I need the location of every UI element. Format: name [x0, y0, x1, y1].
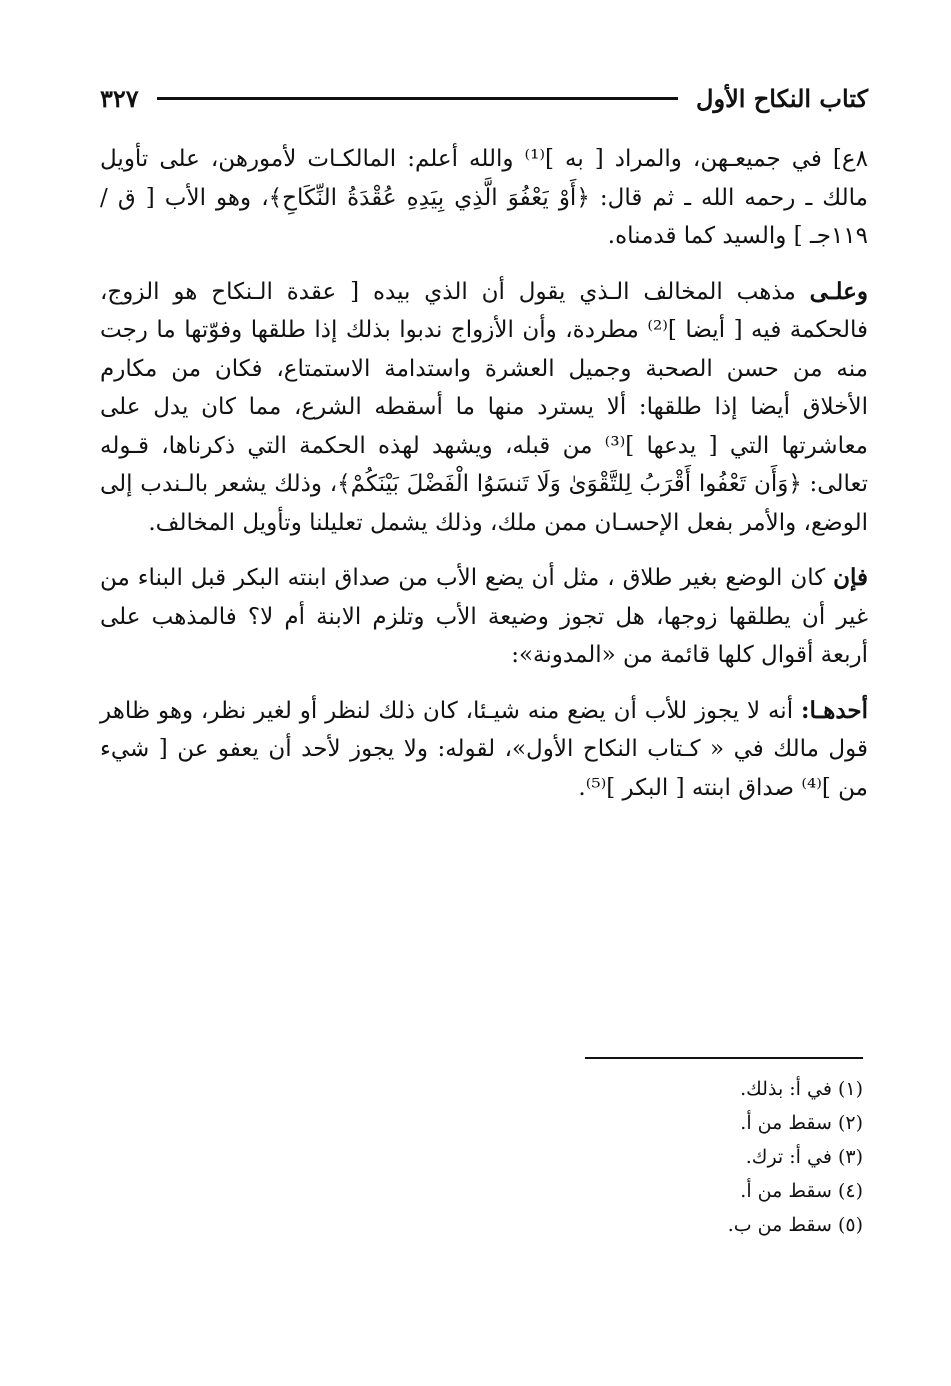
paragraph-1-text: ٨ع] في جميعـهن، والمراد [ به ]⁽¹⁾ والله أعلم: المالكـات لأمورهن، على تأويل مالك ـ رحمه الله ـ ثم قال: ﴿أَوْ يَعْفُوَ الَّذِي بِيَدِهِ عُقْدَةُ النِّكَاحِ﴾، وهو الأب [ ق / ١١٩جـ ] والسيد كما قدمناه.	[100, 146, 868, 249]
footnote-separator	[585, 1057, 863, 1059]
header-rule	[157, 97, 678, 100]
paragraph-2	[100, 273, 868, 543]
footnotes-list	[463, 1072, 863, 1242]
chapter-title: كتاب النكاح الأول	[696, 83, 868, 113]
paragraph-4-text: أنه لا يجوز للأب أن يضع منه شيـئا، كان ذلك لنظر أو لغير نظر، وهو ظاهر قول مالك في « كـتاب النكاح الأول»، لقوله: ولا يجوز لأحد أن يعفو عن [ شيء من ]⁽⁴⁾ صداق ابنته [ البكر ]⁽⁵⁾.	[100, 697, 868, 801]
page-number: ٣٢٧	[100, 83, 139, 113]
paragraph-3-lead: فإن	[833, 564, 868, 591]
paragraph-4	[100, 692, 868, 808]
paragraph-2-text: مذهب المخالف الـذي يقول أن الذي بيده [ عقدة الـنكاح هو الزوج، فالحكمة فيه [ أيضا ]⁽²⁾ مطردة، وأن الأزواج ندبوا بذلك إذا طلقها وفوّتها ما رجت منه من حسن الصحبة وجميل العشرة واستدامة الاستمتاع، فكان من مكارم الأخلاق أيضا إذا طلقها: ألا يسترد منها ما أسقطه الشرع، مما كان يدل على معاشرتها التي [ يدعها ]⁽³⁾ من قبله، ويشهد لهذه الحكمة التي ذكرناها، قـوله تعالى: ﴿وَأَن تَعْفُوا أَقْرَبُ لِلتَّقْوَىٰ وَلَا تَنسَوُا الْفَضْلَ بَيْنَكُمْ﴾، وذلك يشعر بالـندب إلى الوضع، والأمر بفعل الإحسـان ممن ملك، وذلك يشمل تعليلنا وتأويل المخالف.	[100, 278, 868, 536]
paragraph-3-text: كان الوضع بغير طلاق ، مثل أن يضع الأب من صداق ابنته البكر قبل البناء من غير أن يطلقها زوجها، هل تجوز وضيعة الأب وتلزم الابنة أم لا؟ فالمذهب على أربعة أقوال كلها قائمة من «المدونة»:	[100, 565, 868, 668]
footnote-item: (٥) سقط من ب.	[727, 1214, 863, 1236]
paragraph-4-lead: أحدهـا:	[800, 696, 868, 724]
running-header	[100, 76, 868, 120]
main-text	[100, 140, 868, 824]
footnote-item: (٤) سقط من أ.	[740, 1180, 863, 1202]
paragraph-3	[100, 559, 868, 675]
footnote-item: (١) في أ: بذلك.	[740, 1078, 863, 1100]
footnote-item: (٣) في أ: ترك.	[745, 1146, 863, 1168]
paragraph-2-lead: وعلـى	[809, 277, 868, 305]
footnote-item: (٢) سقط من أ.	[740, 1112, 863, 1134]
paragraph-1	[100, 140, 868, 256]
